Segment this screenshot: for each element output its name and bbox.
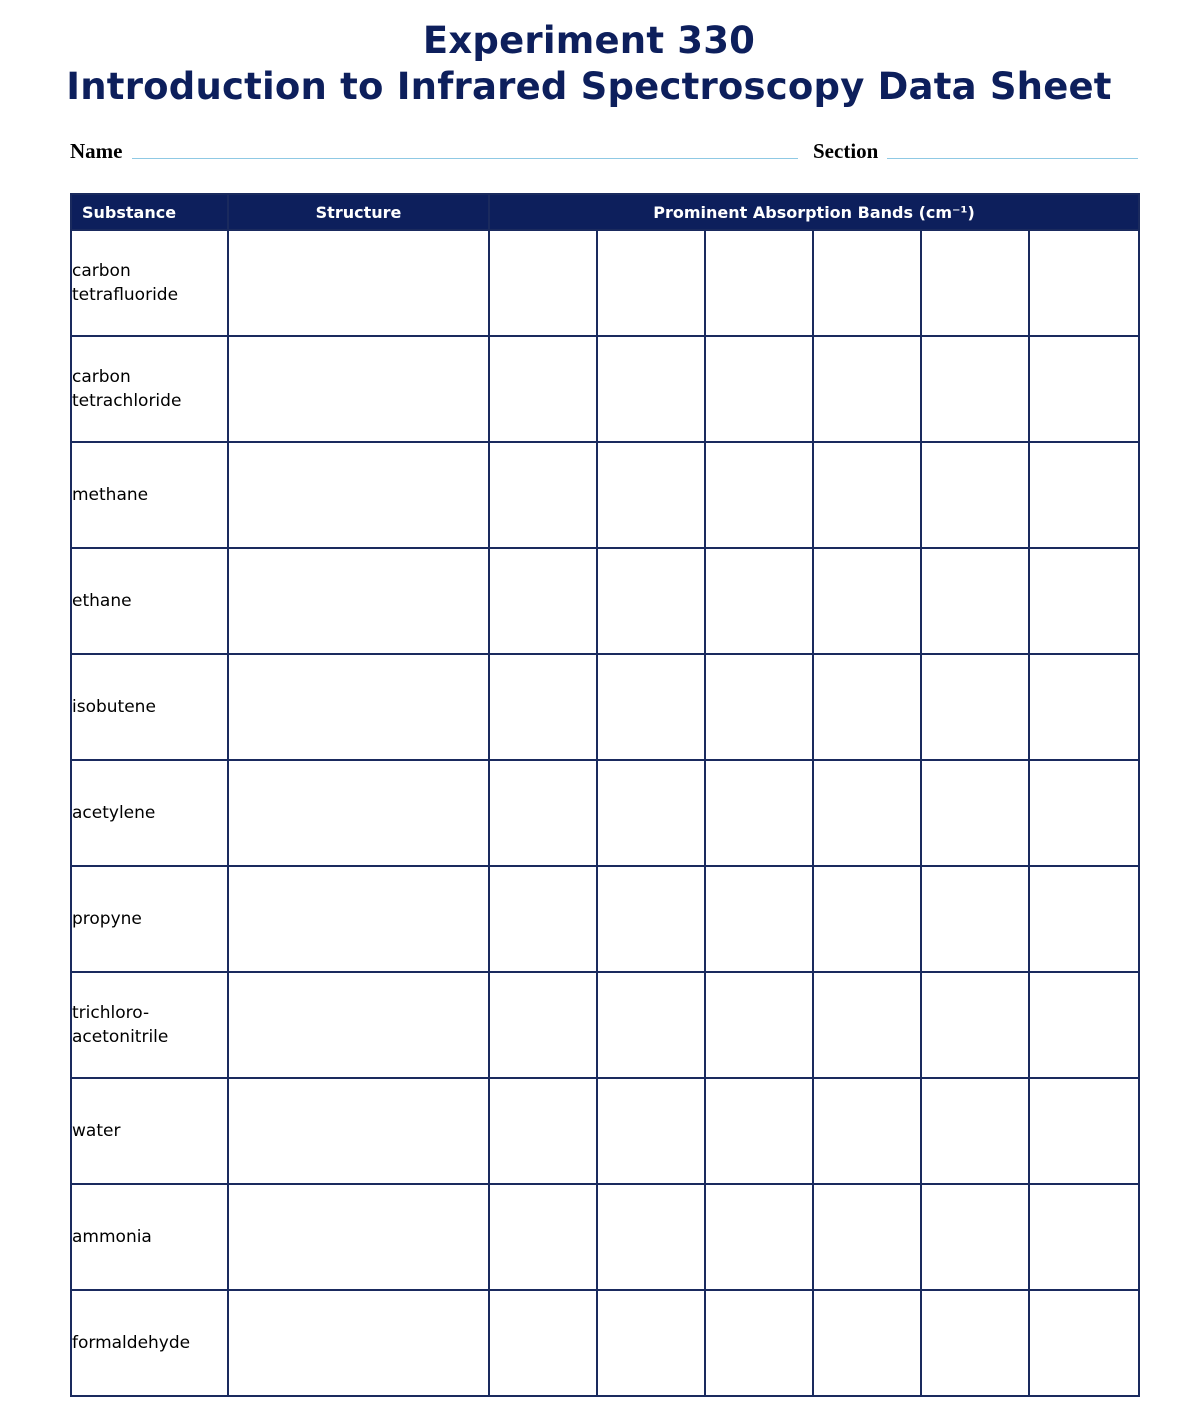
band-cell[interactable] xyxy=(813,654,921,760)
column-header-substance: Substance xyxy=(71,194,228,230)
band-cell[interactable] xyxy=(489,1078,597,1184)
band-cell[interactable] xyxy=(705,760,813,866)
substance-name: ethane xyxy=(71,548,228,654)
band-cell[interactable] xyxy=(705,230,813,336)
band-cell[interactable] xyxy=(1029,548,1139,654)
band-cell[interactable] xyxy=(705,972,813,1078)
page-subtitle: Introduction to Infrared Spectroscopy Data Sheet xyxy=(66,65,1112,108)
structure-cell[interactable] xyxy=(228,442,489,548)
table-row xyxy=(71,442,1139,548)
band-cell[interactable] xyxy=(597,972,705,1078)
name-label: Name xyxy=(70,139,123,163)
substance-name: propyne xyxy=(71,866,228,972)
band-cell[interactable] xyxy=(921,1290,1029,1396)
band-cell[interactable] xyxy=(705,442,813,548)
structure-cell[interactable] xyxy=(228,866,489,972)
substance-name: isobutene xyxy=(71,654,228,760)
band-cell[interactable] xyxy=(813,442,921,548)
structure-cell[interactable] xyxy=(228,1184,489,1290)
table-row xyxy=(71,230,1139,336)
table-row xyxy=(71,1184,1139,1290)
table-row xyxy=(71,654,1139,760)
substance-name: carbon tetrachloride xyxy=(71,336,228,442)
band-cell[interactable] xyxy=(705,548,813,654)
structure-cell[interactable] xyxy=(228,1290,489,1396)
band-cell[interactable] xyxy=(813,1078,921,1184)
data-table xyxy=(70,193,1140,1397)
section-label: Section xyxy=(813,139,879,163)
table-row xyxy=(71,866,1139,972)
band-cell[interactable] xyxy=(597,760,705,866)
band-cell[interactable] xyxy=(705,1290,813,1396)
band-cell[interactable] xyxy=(1029,972,1139,1078)
band-cell[interactable] xyxy=(813,866,921,972)
structure-cell[interactable] xyxy=(228,760,489,866)
page-title: Experiment 330 xyxy=(422,19,756,62)
band-cell[interactable] xyxy=(489,760,597,866)
band-cell[interactable] xyxy=(1029,442,1139,548)
band-cell[interactable] xyxy=(921,760,1029,866)
band-cell[interactable] xyxy=(597,548,705,654)
band-cell[interactable] xyxy=(489,442,597,548)
table-row xyxy=(71,548,1139,654)
substance-name: formaldehyde xyxy=(71,1290,228,1396)
band-cell[interactable] xyxy=(705,866,813,972)
band-cell[interactable] xyxy=(489,230,597,336)
band-cell[interactable] xyxy=(1029,760,1139,866)
band-cell[interactable] xyxy=(921,654,1029,760)
band-cell[interactable] xyxy=(813,1290,921,1396)
band-cell[interactable] xyxy=(921,548,1029,654)
band-cell[interactable] xyxy=(489,336,597,442)
table-row xyxy=(71,972,1139,1078)
section-field[interactable] xyxy=(887,158,1138,159)
band-cell[interactable] xyxy=(597,1184,705,1290)
band-cell[interactable] xyxy=(597,336,705,442)
band-cell[interactable] xyxy=(1029,230,1139,336)
band-cell[interactable] xyxy=(597,1290,705,1396)
structure-cell[interactable] xyxy=(228,548,489,654)
band-cell[interactable] xyxy=(813,548,921,654)
name-field[interactable] xyxy=(132,158,798,159)
band-cell[interactable] xyxy=(813,230,921,336)
substance-name: carbon tetrafluoride xyxy=(71,230,228,336)
structure-cell[interactable] xyxy=(228,1078,489,1184)
band-cell[interactable] xyxy=(489,1290,597,1396)
structure-cell[interactable] xyxy=(228,230,489,336)
table-body xyxy=(71,230,1139,1396)
table-row xyxy=(71,336,1139,442)
substance-name: acetylene xyxy=(71,760,228,866)
table-header-row xyxy=(71,194,1139,230)
band-cell[interactable] xyxy=(489,1184,597,1290)
band-cell[interactable] xyxy=(705,1078,813,1184)
band-cell[interactable] xyxy=(489,866,597,972)
band-cell[interactable] xyxy=(921,972,1029,1078)
band-cell[interactable] xyxy=(813,760,921,866)
band-cell[interactable] xyxy=(1029,1290,1139,1396)
table-row xyxy=(71,760,1139,866)
table-row xyxy=(71,1290,1139,1396)
band-cell[interactable] xyxy=(1029,1078,1139,1184)
structure-cell[interactable] xyxy=(228,336,489,442)
structure-cell[interactable] xyxy=(228,654,489,760)
band-cell[interactable] xyxy=(1029,654,1139,760)
structure-cell[interactable] xyxy=(228,972,489,1078)
column-header-structure: Structure xyxy=(228,194,489,230)
band-cell[interactable] xyxy=(921,442,1029,548)
band-cell[interactable] xyxy=(489,654,597,760)
band-cell[interactable] xyxy=(705,336,813,442)
substance-name: methane xyxy=(71,442,228,548)
band-cell[interactable] xyxy=(813,972,921,1078)
band-cell[interactable] xyxy=(597,230,705,336)
band-cell[interactable] xyxy=(813,336,921,442)
band-cell[interactable] xyxy=(1029,1184,1139,1290)
band-cell[interactable] xyxy=(921,336,1029,442)
band-cell[interactable] xyxy=(1029,336,1139,442)
band-cell[interactable] xyxy=(597,866,705,972)
substance-name: ammonia xyxy=(71,1184,228,1290)
band-cell[interactable] xyxy=(489,972,597,1078)
band-cell[interactable] xyxy=(597,654,705,760)
band-cell[interactable] xyxy=(705,654,813,760)
band-cell[interactable] xyxy=(813,1184,921,1290)
band-cell[interactable] xyxy=(921,866,1029,972)
band-cell[interactable] xyxy=(921,230,1029,336)
band-cell[interactable] xyxy=(597,1078,705,1184)
band-cell[interactable] xyxy=(921,1078,1029,1184)
substance-name: water xyxy=(71,1078,228,1184)
band-cell[interactable] xyxy=(705,1184,813,1290)
band-cell[interactable] xyxy=(1029,866,1139,972)
substance-name: trichloro- acetonitrile xyxy=(71,972,228,1078)
band-cell[interactable] xyxy=(489,548,597,654)
band-cell[interactable] xyxy=(921,1184,1029,1290)
table-row xyxy=(71,1078,1139,1184)
column-header-bands: Prominent Absorption Bands (cm⁻¹) xyxy=(489,194,1139,230)
band-cell[interactable] xyxy=(597,442,705,548)
